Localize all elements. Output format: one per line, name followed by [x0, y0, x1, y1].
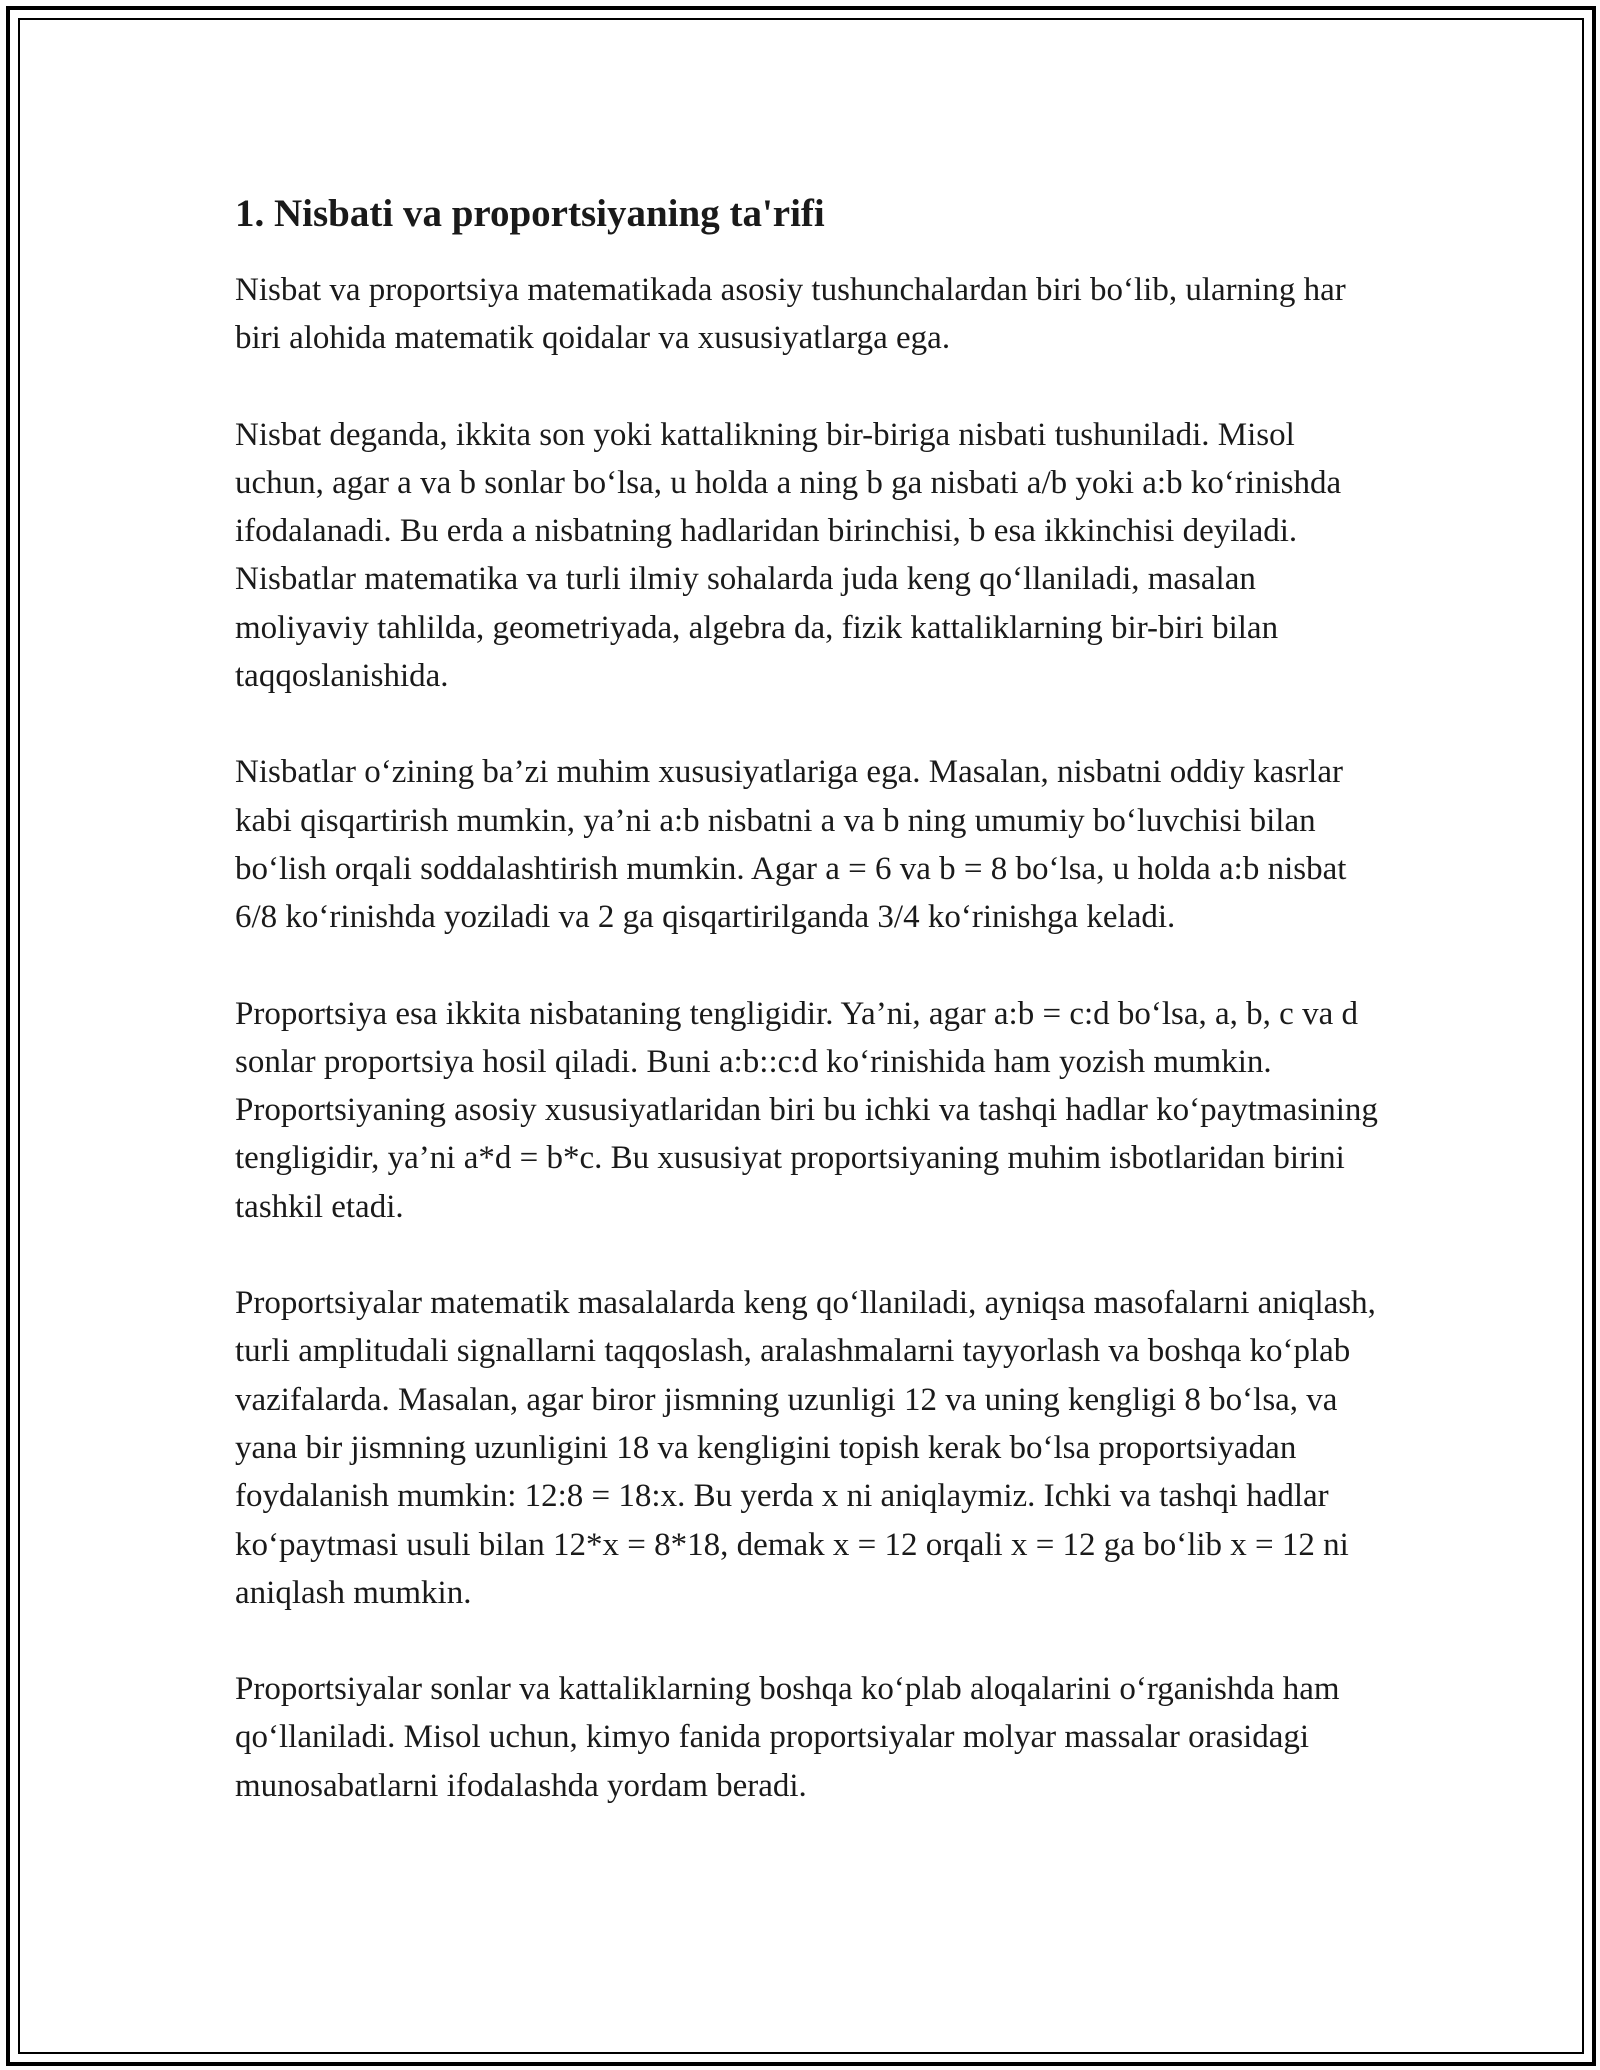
- section-heading: 1. Nisbati va proportsiyaning ta'rifi: [235, 192, 825, 235]
- paragraph-proportion-applications: Proportsiyalar matematik masalalarda keng qo‘llaniladi, ayniqsa masofalarni aniqlash, turli amplitudali signallarni taqqoslash, aralashmalarni tayyorlash va boshqa ko‘plab vazifalarda. Masalan, agar biror jismning uzunligi 12 va uning kengligi 8 bo‘lsa, va yana bir jismning uzunligini 18 va kengligini topish kerak bo‘lsa proportsiyadan foydalanish mumkin: 12:8 = 18:x. Bu yerda x ni aniqlaymiz. Ichki va tashqi hadlar ko‘paytmasi usuli bilan 12*x = 8*18, demak x = 12 orqali x = 12 ga bo‘lib x = 12 ni aniqlash mumkin.: [235, 1285, 1376, 1611]
- document-body: [235, 186, 1385, 1858]
- paragraph-ratio-definition: Nisbat deganda, ikkita son yoki kattalikning bir-biriga nisbati tushuniladi. Misol uchun, agar a va b sonlar bo‘lsa, u holda a ning b ga nisbati a/b yoki a:b ko‘rinishda ifodalanadi. Bu erda a nisbatning hadlaridan birinchisi, b esa ikkinchisi deyiladi. Nisbatlar matematika va turli ilmiy sohalarda juda keng qo‘llaniladi, masalan moliyaviy tahlilda, geometriyada, algebra da, fizik kattaliklarning bir-biri bilan taqqoslanishida.: [235, 416, 1342, 695]
- paragraph-proportion-other-uses: Proportsiyalar sonlar va kattaliklarning boshqa ko‘plab aloqalarini o‘rganishda ham qo‘llaniladi. Misol uchun, kimyo fanida proportsiyalar molyar massalar orasidagi munosabatlarni ifodalashda yordam beradi.: [235, 1671, 1340, 1804]
- paragraph-proportion-definition: Proportsiya esa ikkita nisbataning tengligidir. Ya’ni, agar a:b = c:d bo‘lsa, a, b, c va d sonlar proportsiya hosil qiladi. Buni a:b::c:d ko‘rinishida ham yozish mumkin. Proportsiyaning asosiy xususiyatlaridan biri bu ichki va tashqi hadlar ko‘paytmasining tengligidir, ya’ni a*d = b*c. Bu xususiyat proportsiyaning muhim isbotlaridan birini tashkil etadi.: [235, 995, 1378, 1225]
- paragraph-intro: Nisbat va proportsiya matematikada asosiy tushunchalardan biri bo‘lib, ularning har biri alohida matematik qoidalar va xususiyatlarga ega.: [235, 272, 1346, 357]
- paragraph-ratio-properties: Nisbatlar o‘zining ba’zi muhim xususiyatlariga ega. Masalan, nisbatni oddiy kasrlar kabi qisqartirish mumkin, ya’ni a:b nisbatni a va b ning umumiy bo‘luvchisi bilan bo‘lish orqali soddalashtirish mumkin. Agar a = 6 va b = 8 bo‘lsa, u holda a:b nisbat 6/8 ko‘rinishda yoziladi va 2 ga qisqartirilganda 3/4 ko‘rinishga keladi.: [235, 754, 1347, 936]
